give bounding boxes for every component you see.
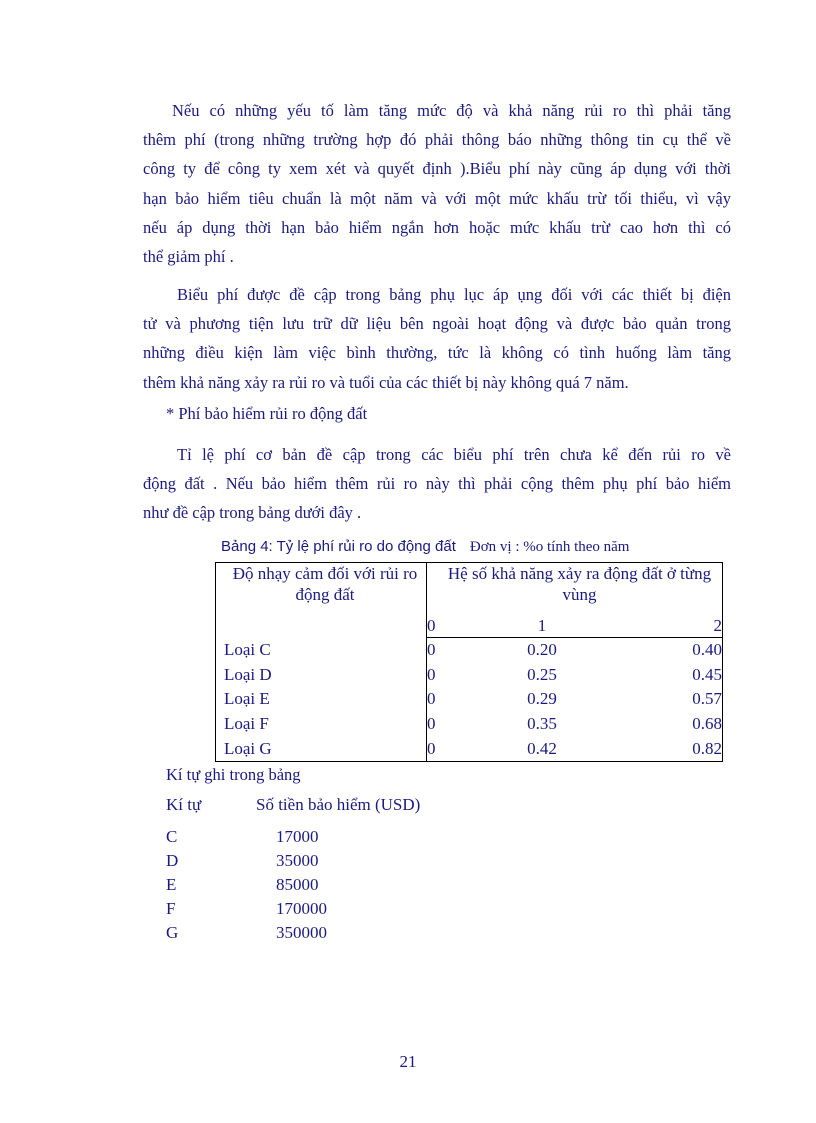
paragraph-line: công ty để công ty xem xét và quyết định ).Biểu phí này cũng áp dụng với thời <box>143 159 731 179</box>
legend-key: D <box>166 851 179 870</box>
table-row <box>216 736 723 761</box>
zone-header: 2 <box>607 615 723 638</box>
legend-value: 35000 <box>276 851 319 870</box>
rate-cell: 0 <box>427 640 436 660</box>
legend-row <box>166 899 420 923</box>
paragraph-line: nếu áp dụng thời hạn bảo hiểm ngắn hơn hoặc mức khấu trừ cao hơn thì có <box>143 217 731 237</box>
section-heading: * Phí bảo hiểm rủi ro động đất <box>166 404 368 423</box>
paragraph-tariff-scope <box>143 280 731 397</box>
rate-cell: 0.40 <box>607 638 723 663</box>
row-label: Loại C <box>216 638 427 663</box>
table-row <box>216 687 723 712</box>
row-label: Loại G <box>216 736 427 761</box>
legend-row <box>166 923 420 947</box>
table-row <box>216 638 723 663</box>
table-unit: Đơn vị : %o tính theo năm <box>469 539 630 555</box>
legend-header <box>166 795 420 827</box>
paragraph-premium-increase <box>143 96 731 271</box>
rate-cell: 0.29 <box>527 689 557 709</box>
rate-cell: 0.35 <box>527 714 557 734</box>
paragraph-line: thêm khả năng xảy ra rủi ro và tuổi của các thiết bị này không quá 7 năm. <box>143 372 629 392</box>
legend-title: Kí tự ghi trong bảng <box>166 765 301 784</box>
legend-value: 17000 <box>276 827 319 846</box>
rate-cell: 0.42 <box>477 736 607 761</box>
table-caption <box>221 538 629 556</box>
page-number: 21 <box>399 1052 417 1071</box>
rate-cell: 0.45 <box>607 663 723 688</box>
paragraph-line: Biểu phí được đề cập trong bảng phụ lục áp ụng đối với các thiết bị điện <box>177 285 731 304</box>
legend-key-header: Kí tự <box>166 795 202 814</box>
rate-cell: 0.57 <box>607 687 723 712</box>
legend-row <box>166 851 420 875</box>
row-label: Loại F <box>216 712 427 737</box>
legend-row <box>166 827 420 851</box>
column-header-sensitivity: Độ nhạy cảm đối với rủi ro động đất <box>216 563 427 638</box>
paragraph-line: Tỉ lệ phí cơ bản đề cập trong các biểu phí trên chưa kể đến rủi ro về <box>177 445 731 464</box>
row-label: Loại D <box>216 663 427 688</box>
legend-value-header: Số tiền bảo hiểm (USD) <box>256 795 421 814</box>
earthquake-rate-table <box>215 562 723 762</box>
paragraph-earthquake-rate <box>143 440 731 528</box>
legend-key: F <box>166 899 176 918</box>
paragraph-line: thêm phí (trong những trường hợp đó phải thông báo những thông tin cụ thể về <box>143 130 731 150</box>
table-row <box>216 712 723 737</box>
paragraph-line: như đề cập trong bảng dưới đây . <box>143 503 362 523</box>
rate-cell: 0.82 <box>607 736 723 761</box>
legend-key: C <box>166 827 178 846</box>
table-row <box>216 663 723 688</box>
rate-cell: 0.25 <box>527 664 557 684</box>
rate-cell: 0 <box>427 736 478 761</box>
legend-value: 170000 <box>276 899 327 918</box>
column-header-zone-coefficient: Hệ số khả năng xảy ra động đất ở từng vùng <box>427 563 723 616</box>
rate-cell: 0.68 <box>607 712 723 737</box>
legend-key: E <box>166 875 177 894</box>
legend-key: G <box>166 923 179 942</box>
paragraph-line: Nếu có những yếu tố làm tăng mức độ và khả năng rủi ro thì phải tăng <box>172 101 731 120</box>
rate-cell: 0.20 <box>527 640 557 660</box>
legend-value: 85000 <box>276 875 319 894</box>
rate-cell: 0 <box>427 664 436 684</box>
legend-list <box>166 795 420 947</box>
legend-value: 350000 <box>276 923 327 942</box>
paragraph-line: những điều kiện làm việc bình thường, tức là không có tình huống làm tăng <box>143 343 731 363</box>
paragraph-line: hạn bảo hiểm tiêu chuẩn là một năm và với một mức khấu trừ tối thiểu, vì vậy <box>143 188 731 208</box>
legend-row <box>166 875 420 899</box>
row-label: Loại E <box>216 687 427 712</box>
table-caption-title: Bảng 4: Tỷ lệ phí rủi ro do động đất <box>221 538 456 555</box>
paragraph-line: động đất . Nếu bảo hiểm thêm rủi ro này thì phải cộng thêm phụ phí bảo hiểm <box>143 474 731 494</box>
zone-header: 0 <box>427 615 478 638</box>
rate-cell: 0 <box>427 714 436 734</box>
zone-header: 1 <box>477 615 607 638</box>
paragraph-line: thể giảm phí . <box>143 247 234 267</box>
rate-cell: 0 <box>427 689 436 709</box>
paragraph-line: tử và phương tiện lưu trữ dữ liệu bên ngoài hoạt động và được bảo quản trong <box>143 314 731 334</box>
